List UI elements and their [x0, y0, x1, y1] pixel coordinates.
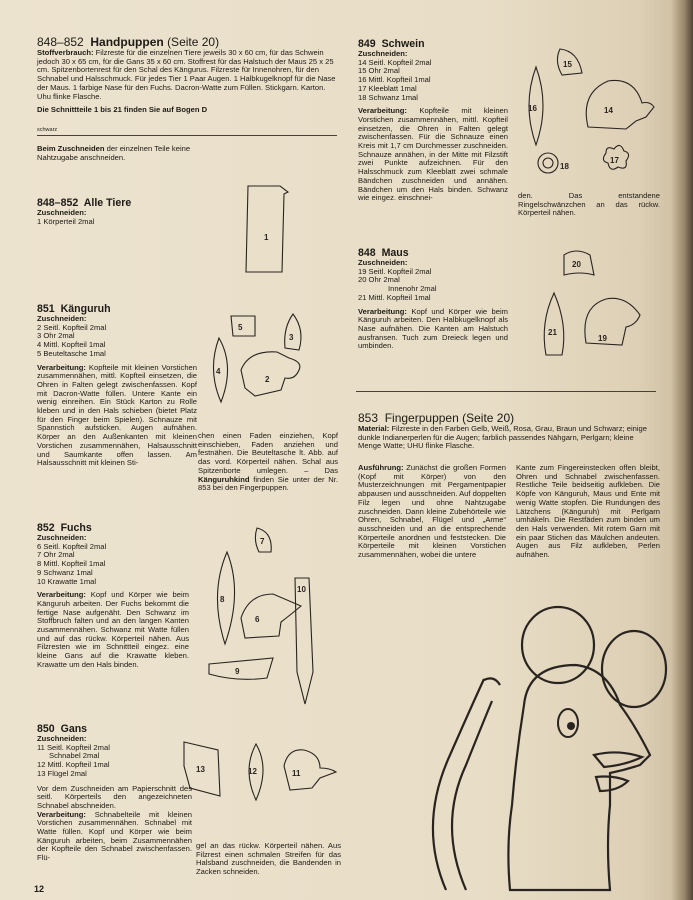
pattern-piece-10: [295, 578, 313, 704]
section-alle-tiere: [37, 197, 187, 226]
section-gans: [37, 723, 192, 863]
material-label: Stoffverbrauch:: [37, 48, 94, 57]
section-name: Alle Tiere: [83, 197, 132, 209]
piece-label: 20: [572, 260, 581, 269]
pattern-piece-9: [209, 658, 273, 679]
section-maus: [358, 247, 508, 351]
process-label: Verarbeitung:: [358, 306, 407, 316]
piece-label: 15: [563, 60, 572, 69]
process-text-bold: Känguruhkind: [198, 474, 250, 484]
piece-label: 16: [528, 104, 537, 113]
cut-line: Schnabel 2mal: [49, 751, 100, 761]
process-text-cont: finden Sie unter der Nr. 853 bei den Fingerpuppen.: [198, 474, 338, 493]
divider: [37, 135, 337, 136]
cut-line: Innenohr 2mal: [388, 284, 437, 294]
piece-label: 7: [260, 537, 265, 546]
cut-note-bold: Beim Zuschneiden: [37, 144, 105, 153]
cut-line: 1 Körperteil 2mal: [37, 216, 95, 226]
cut-line: 13 Flügel 2mal: [37, 768, 87, 778]
piece-label: 9: [235, 667, 240, 676]
cut-line: 6 Seitl. Kopfteil 2mal: [37, 541, 107, 551]
piece-label: 10: [297, 585, 306, 594]
cut-label: Zuschneiden:: [358, 49, 408, 58]
mouse-puppet-illustration: [420, 605, 675, 895]
cut-line: 12 Mittl. Kopfteil 1mal: [37, 760, 110, 770]
process-text-cont: gel an das rückw. Körperteil nähen. Aus Filzrest einen schmalen Streifen für das Halsband zuschneiden, die Bandenden in Zacken schneiden.: [196, 841, 341, 877]
pattern-piece-3: [285, 314, 301, 350]
cut-line: 10 Krawatte 1mal: [37, 576, 97, 586]
pre-cut-note: Vor dem Zuschneiden am Papierschnitt des seitl. Körperteils den angezeichneten Schnabel abschneiden.: [37, 783, 192, 810]
section-number: 848–852: [37, 35, 84, 49]
section-number: 851: [37, 303, 55, 315]
material-label: Material:: [358, 424, 390, 433]
cut-label: Zuschneiden:: [37, 314, 87, 323]
material-text: Filzreste in den Farben Gelb, Weiß, Rosa, Grau, Braun und Schwarz; einige dunkle Indianerperlen für die Augen; farblich passendes Nähgarn, Perlgarn; kleine Menge Watte; UHU flinke Flasche.: [358, 424, 647, 451]
pattern-piece-1: [240, 182, 300, 282]
pattern-piece-21: [544, 293, 564, 355]
piece-label: 4: [216, 367, 221, 376]
pattern-pieces-gans: [180, 738, 340, 838]
section-number: 852: [37, 522, 55, 534]
process-text: Kopf und Körper wie beim Känguruh arbeiten. Der Fuchs bekommt die fertige Nase aufgenäht. Den Schwanz im Stoffbruch falten und an den langen Kanten zusammennähen. Schwanz mit Watte füllen und auf das rückw. Körperteil nähen. Aus Filzresten wie im Schnittteil eingez. eine kleine Gans auf die Krawatte kleben. Krawatte um den Hals binden.: [37, 590, 189, 669]
piece-label: 3: [289, 333, 294, 342]
cut-label: Zuschneiden:: [358, 258, 408, 267]
fingerpuppen-process: [358, 464, 506, 560]
section-name: Känguruh: [60, 303, 111, 315]
pattern-piece-14: [586, 80, 654, 129]
section-name: Fingerpuppen: [384, 411, 459, 425]
piece-label: 12: [248, 767, 257, 776]
cut-line: 11 Seitl. Kopfteil 2mal: [37, 742, 110, 752]
section-title: [37, 35, 337, 49]
pattern-piece-6: [241, 594, 301, 638]
process-text-cont: Kante zum Fingereinstecken offen bleibt, Ohren und Schnabel zwischenfassen. Restliche Teile beidseitig aufkleben. Die Köpfe von Känguruh, Maus und Ente mit wenig Watte stopfen. Die Rundungen des Lätzchens (Känguruh) mit Perlgarn umhäkeln. Die Restfäden zum binden um den Hals verwenden. Mit rotem Garn mit ein paar Stichen das Mäulchen andeuten. Augen aus Filz aufkleben, Perlen aufnähen.: [516, 463, 660, 560]
cut-label: Zuschneiden:: [37, 208, 87, 217]
page-binding-shadow: [671, 0, 693, 900]
cut-line: 18 Schwanz 1mal: [358, 92, 418, 102]
pattern-piece-18: [538, 153, 558, 173]
process-text-cont: den. Das entstandene Ringelschwänzchen an das rückw. Körperteil nähen.: [518, 191, 660, 218]
section-number: 849: [358, 38, 376, 50]
piece-label: 6: [255, 615, 260, 624]
process-label: Verarbeitung:: [37, 362, 86, 372]
process-label: Verarbeitung:: [358, 106, 407, 116]
cut-line: 5 Beuteltasche 1mal: [37, 348, 106, 358]
section-divider: [356, 391, 656, 392]
material-text: Filzreste für die einzelnen Tiere jeweils 30 x 60 cm, für das Schwein jedoch 30 x 65 cm, für die Gans 35 x 60 cm. Stoffrest für das Halstuch der Maus 25 x 25 cm. Spitzenbortenrest für den Schal des Kängurus. Filzreste für Innenohren, für den Schnabel und Halsschmuck. Für jedes Tier 1 Paar Augen. 1 Halbkugelknopf für die Nase der Maus. 1 farbige Nase für den Fuchs. Dacron-Watte zum Füllen. Stickgarn. Karton. Uhu flinke Flasche.: [37, 48, 336, 101]
cut-line: 3 Ohr 2mal: [37, 331, 75, 341]
piece-label: 19: [598, 334, 607, 343]
cut-label: Zuschneiden:: [37, 533, 87, 542]
piece-label: 14: [604, 106, 613, 115]
fingerpuppen-continued: [516, 464, 660, 560]
process-text: Zunächst die großen Formen (Kopf mit Körper) von den Musterzeichnungen mit Pergamentpapier abpausen und ausschneiden. Auf doppelten Filz legen und ohne Nahtzugabe zuschneiden. Dann kleine Zubehörteile wie Ohren, Schnabel, Flügel und „Arme“ ausschneiden und an die entsprechende Körperteile anordnen und feststecken. Die Körperteile mit kleinen Vorstichen zusammennähen, wobei die untere: [358, 463, 506, 560]
process-text-cont: chen einen Faden einziehen, Kopf einschieben, Faden anziehen und festnähen. Die Beuteltasche lt. Abb. auf das vord. Körperteil nähen. Schal aus Spitzenborte umlegen. – Das: [198, 431, 338, 475]
cut-note: [37, 145, 205, 162]
cut-line: 9 Schwanz 1mal: [37, 567, 93, 577]
process-text: Kopfteile mit kleinen Vorstichen zusammennähen, mittl. Kopfteil einsetzen, die Ohren in Falten gelegt zwischenfassen. Für die Schnauze einen Kreis mit 1,7 cm Durchmesser zuschneiden. Schnauze annähen, in der Mitte mit Filzstift zwei Punkte aufzeichnen. Für den Halsschmuck zum Kleeblatt zwei schmale Bändchen zuschneiden und annähen. Bändchen um den Hals binden. Schwanz wie eingez. einschnei-: [358, 106, 508, 203]
cut-line: 8 Mittl. Kopfteil 1mal: [37, 559, 106, 569]
section-name: Gans: [60, 723, 88, 735]
pattern-pieces-schwein: [518, 45, 663, 185]
section-fingerpuppen: [358, 411, 658, 451]
color-label: schwarz: [37, 127, 58, 133]
section-number: 850: [37, 723, 55, 735]
pattern-piece-2: [241, 352, 300, 396]
section-number: 853: [358, 411, 379, 425]
pattern-pieces-kanguruh: [205, 310, 335, 415]
process-text: Kopfteile mit kleinen Vorstichen zusammennähen, mittl. Kopfteil einsetzen, die Ohren in Falten gelegt zwischenfassen. Kopf mit Dacron-Watte füllen. Untere Kante ein wenig einreihen. Ein Stück Karton zu Rolle kleben und in den Hals schieben (bietet Platz für den Finger beim Spielen). Schnauze mit Spannstich aufsticken. Augen aufnähen. Körper an den Außenkanten mit kleinen Vorstichen zusammennähen, Halsausschnitt und Saumkante offen lassen. Am Halsausschnitt mit kleinen Sti-: [37, 362, 197, 468]
piece-label: 18: [560, 162, 569, 171]
bogen-note: Die Schnittteile 1 bis 21 finden Sie auf Bogen D: [37, 105, 208, 115]
section-name: Maus: [381, 247, 409, 259]
section-schwein: [358, 38, 508, 203]
cut-line: 2 Seitl. Kopfteil 2mal: [37, 322, 107, 332]
section-fuchs: [37, 522, 189, 670]
section-number: 848–852: [37, 197, 79, 209]
page-number: 12: [34, 884, 45, 894]
process-label: Ausführung:: [358, 463, 404, 472]
mouse-eye-icon: [558, 709, 578, 737]
process-text: Schnabelteile mit kleinen Vorstichen zusammennähen. Schnabel mit Watte füllen. Kopf und Körper wie beim Känguruh arbeiten, beim Zusammennähen der Kopfteile den Schnabel zwischenfassen. Flü-: [37, 809, 192, 863]
process-label: Verarbeitung:: [37, 809, 86, 819]
piece-label: 2: [265, 375, 270, 384]
cut-line: 4 Mittl. Kopfteil 1mal: [37, 340, 106, 350]
section-number: 848: [358, 247, 376, 259]
page-reference: (Seite 20): [167, 35, 220, 49]
pattern-pieces-fuchs: [205, 522, 340, 717]
cut-line: 15 Ohr 2mal: [358, 66, 400, 76]
cut-line: 14 Seitl. Kopfteil 2mal: [358, 57, 432, 67]
gans-continued: [196, 842, 341, 877]
piece-label: 17: [610, 156, 619, 165]
process-label: Verarbeitung:: [37, 590, 86, 600]
pattern-pieces-maus: [540, 245, 660, 365]
piece-label: 5: [238, 323, 243, 332]
kanguruh-continued: [198, 432, 338, 493]
piece-label: 11: [292, 769, 301, 778]
schwein-continued: [518, 192, 660, 218]
process-text: Kopf und Körper wie beim Känguruh arbeiten. Den Halbkugelknopf als Nase aufnähen. Die Kanten am Halstuch ausfransen. Tuch zum Dreieck legen und umbinden.: [358, 306, 508, 351]
piece-label: 21: [548, 328, 557, 337]
piece-label: 13: [196, 765, 205, 774]
cut-line: 16 Mittl. Kopfteil 1mal: [358, 75, 431, 85]
cut-note-rest: der einzelnen Teile keine Nahtzugabe anschneiden.: [37, 144, 191, 162]
pattern-piece-19: [585, 298, 640, 345]
section-handpuppen: [37, 35, 337, 115]
mouse-pupil-icon: [567, 722, 575, 730]
page-reference: (Seite 20): [462, 411, 515, 425]
section-kanguruh: [37, 303, 197, 468]
cut-line: 7 Ohr 2mal: [37, 550, 75, 560]
piece-label: 8: [220, 595, 225, 604]
section-name: Schwein: [381, 38, 425, 50]
cut-line: 17 Kleeblatt 1mal: [358, 83, 417, 93]
section-name: Handpuppen: [90, 35, 164, 49]
cut-label: Zuschneiden:: [37, 734, 87, 743]
cut-line: 21 Mittl. Kopfteil 1mal: [358, 292, 431, 302]
cut-line: 19 Seitl. Kopfteil 2mal: [358, 266, 432, 276]
piece-label: 1: [264, 233, 269, 242]
pattern-piece-5: [231, 316, 255, 336]
cut-line: 20 Ohr 2mal: [358, 275, 400, 285]
section-name: Fuchs: [60, 522, 92, 534]
